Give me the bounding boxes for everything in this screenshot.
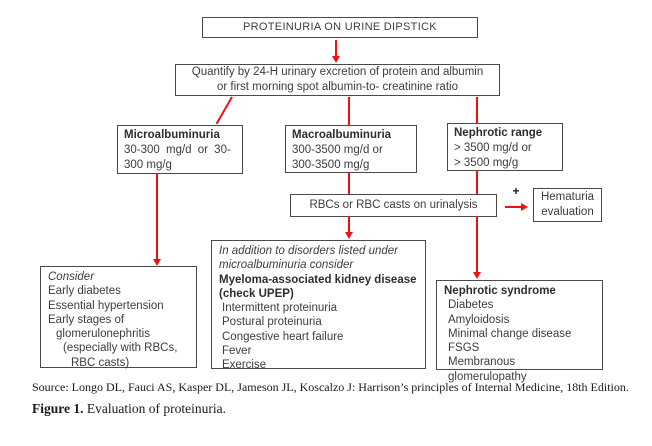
nephrotic-syndrome-item: Membranous glomerulopathy — [448, 356, 527, 383]
nephrotic-syndrome-item: Amyloidosis — [448, 313, 510, 326]
connector-macro-to-rbc — [348, 172, 350, 194]
myeloma-note-1: In addition to disorders listed under — [219, 245, 398, 257]
quantify-box — [175, 64, 500, 96]
figure-label: Figure 1. — [32, 401, 84, 416]
figure-caption — [32, 401, 647, 417]
arrow-micro-to-consider-line — [156, 173, 158, 259]
microalbuminuria-line-1: 30-300 mg/d or 30- — [124, 144, 231, 156]
nephrotic-syndrome-item: Minimal change disease — [448, 327, 572, 340]
microalbuminuria-line-2: 300 mg/g — [124, 159, 172, 171]
microalbuminuria-box — [117, 125, 243, 174]
figure-footer — [32, 380, 647, 417]
myeloma-item: Congestive heart failure — [222, 330, 344, 343]
arrow-rbc-to-myeloma-line — [348, 216, 350, 232]
nephrotic-syndrome-box — [436, 280, 603, 383]
myeloma-title-2: (check UPEP) — [219, 287, 294, 300]
connector-quantify-to-nephrotic-range — [476, 97, 478, 124]
arrow-top-to-quantify-head — [332, 56, 340, 63]
hematuria-line-2: evaluation — [541, 206, 594, 218]
myeloma-item: Postural proteinuria — [222, 316, 322, 329]
plus-sign: + — [512, 184, 520, 198]
arrow-micro-to-consider-head — [153, 259, 161, 266]
macroalbuminuria-title: Macroalbuminuria — [292, 129, 392, 141]
microalbuminuria-title: Microalbuminuria — [124, 129, 220, 141]
arrow-nephrotic-range-to-syndrome-head — [473, 272, 481, 279]
consider-title: Consider — [48, 271, 95, 283]
nephrotic-syndrome-title: Nephrotic syndrome — [444, 285, 556, 297]
nephrotic-range-box — [447, 123, 563, 171]
figure-caption-text: Evaluation of proteinuria. — [86, 401, 226, 416]
nephrotic-range-title: Nephrotic range — [454, 127, 543, 139]
consider-item: Early diabetes — [48, 285, 121, 298]
macroalbuminuria-line-2: 300-3500 mg/g — [292, 159, 370, 171]
nephrotic-syndrome-item: FSGS — [448, 342, 480, 355]
arrow-rbc-to-hematuria-head — [521, 203, 528, 211]
connector-quantify-to-microalbuminuria — [216, 97, 233, 125]
hematuria-evaluation-box — [533, 188, 602, 222]
consider-box — [40, 266, 197, 368]
consider-item: RBC casts) — [71, 356, 130, 369]
consider-item: glomerulonephritis — [56, 328, 150, 341]
arrow-rbc-to-hematuria-line — [505, 206, 521, 208]
rbc-urinalysis-box — [290, 194, 497, 217]
connector-quantify-to-macroalbuminuria — [348, 97, 350, 126]
macroalbuminuria-box — [285, 125, 417, 173]
myeloma-title-1: Myeloma-associated kidney disease — [219, 273, 417, 286]
quantify-line-2: or first morning spot albumin-to- creatinine ratio — [217, 81, 458, 93]
myeloma-item: Fever — [222, 345, 252, 358]
nephrotic-syndrome-item: Diabetes — [448, 299, 494, 312]
connector-nephrotic-range-upper — [476, 170, 478, 194]
consider-item: Early stages of — [48, 313, 125, 326]
arrow-nephrotic-range-to-syndrome-line — [476, 216, 478, 272]
myeloma-note-2: microalbuminuria consider — [219, 259, 354, 272]
consider-item: (especially with RBCs, — [63, 342, 178, 355]
macroalbuminuria-line-1: 300-3500 mg/d or — [292, 144, 383, 156]
myeloma-item: Intermittent proteinuria — [222, 302, 338, 315]
consider-item: Essential hypertension — [48, 299, 164, 312]
quantify-line-1: Quantify by 24-H urinary excretion of protein and albumin — [191, 66, 484, 78]
arrow-rbc-to-myeloma-head — [345, 232, 353, 239]
proteinuria-dipstick-box — [202, 17, 478, 38]
nephrotic-range-line-2: > 3500 mg/g — [454, 157, 519, 169]
nephrotic-range-line-1: > 3500 mg/d or — [454, 142, 532, 154]
myeloma-box — [211, 240, 426, 372]
arrow-top-to-quantify-line — [335, 40, 337, 57]
hematuria-line-1: Hematuria — [540, 191, 595, 203]
source-citation: Source: Longo DL, Fauci AS, Kasper DL, Jameson JL, Koscalzo J: Harrison’s principles of Internal Medicine, 18th Edition. — [32, 380, 629, 394]
myeloma-item: Exercise — [222, 359, 267, 372]
proteinuria-dipstick-label: PROTEINURIA ON URINE DIPSTICK — [243, 21, 437, 33]
rbc-urinalysis-label: RBCs or RBC casts on urinalysis — [309, 199, 478, 211]
